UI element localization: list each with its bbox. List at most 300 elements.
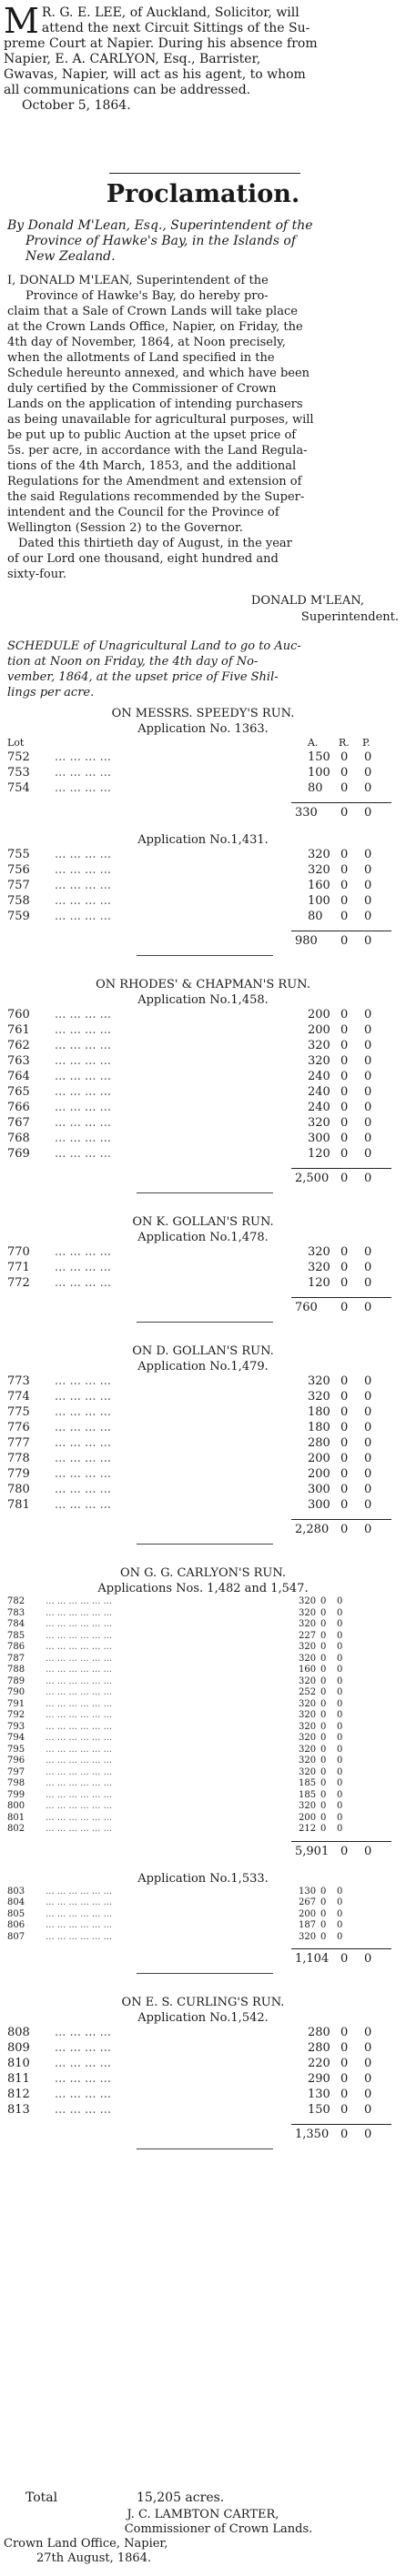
lot-row — [0, 1276, 406, 1292]
lot-roods: 0 — [340, 863, 349, 877]
notice-line: Napier, E. A. CARLYON, Esq., Barrister, — [4, 52, 261, 66]
lot-number: 770 — [7, 1245, 30, 1259]
intro-line: Province of Hawke's Bay, in the Islands of — [25, 234, 297, 248]
lot-roods: 0 — [340, 1101, 349, 1114]
lot-roods: 0 — [320, 1801, 327, 1811]
leader-dots: ... ... ... ... — [55, 1452, 111, 1465]
signature-title: Superintendent. — [300, 610, 399, 624]
lot-acres: 200 — [308, 1452, 330, 1465]
lot-acres: 300 — [308, 1498, 330, 1512]
subtotal-perches: 0 — [364, 934, 372, 948]
lot-number: 808 — [7, 2026, 30, 2039]
leader-dots: ... ... ... ... ... ... — [46, 1778, 113, 1788]
lot-number: 788 — [7, 1665, 25, 1675]
body-line: tions of the 4th March, 1853, and the additional — [7, 459, 297, 473]
subtotal-perches: 0 — [364, 1172, 372, 1185]
lot-acres: 320 — [299, 1721, 317, 1732]
leader-dots: ... ... ... ... — [55, 1039, 111, 1052]
application-label: Application No. 1363. — [137, 722, 269, 736]
section-separator — [137, 1322, 273, 1323]
leader-dots: ... ... ... ... — [55, 2026, 111, 2039]
run-heading: ON D. GOLLAN'S RUN. — [132, 1344, 274, 1358]
signatory-title: Commissioner of Crown Lands. — [124, 2522, 313, 2536]
subtotal-row — [0, 1172, 406, 1187]
lot-number: 754 — [7, 781, 30, 795]
lot-roods: 0 — [340, 2103, 349, 2117]
lot-row — [0, 1039, 406, 1054]
lot-number: 798 — [7, 1778, 25, 1788]
subtotal-roods: 0 — [340, 1844, 349, 1858]
lot-roods: 0 — [340, 1405, 349, 1419]
lot-perches: 0 — [364, 2041, 372, 2055]
lot-perches: 0 — [364, 1261, 372, 1274]
lot-acres: 185 — [299, 1789, 317, 1800]
lot-number: 755 — [7, 848, 30, 861]
lot-roods: 0 — [320, 1630, 327, 1641]
leader-dots: ... ... ... ... ... ... — [46, 1886, 113, 1897]
lot-roods: 0 — [320, 1596, 327, 1606]
lot-number: 791 — [7, 1698, 25, 1709]
lot-perches: 0 — [364, 1467, 372, 1481]
lot-number: 780 — [7, 1483, 30, 1496]
lot-perches: 0 — [364, 2088, 372, 2101]
subtotal-acres: 5,901 — [295, 1844, 330, 1858]
leader-dots: ... ... ... ... — [55, 1070, 111, 1083]
lot-acres: 200 — [308, 1467, 330, 1481]
lot-roods: 0 — [340, 848, 349, 861]
lot-roods: 0 — [320, 1721, 327, 1732]
lot-acres: 290 — [308, 2072, 330, 2086]
lot-perches: 0 — [364, 1405, 372, 1419]
leader-dots: ... ... ... ... — [55, 863, 111, 877]
lot-roods: 0 — [340, 1374, 349, 1388]
lot-number: 811 — [7, 2072, 30, 2086]
lot-row — [0, 2026, 406, 2041]
subtotal-acres: 1,350 — [295, 2128, 330, 2141]
lot-number: 809 — [7, 2041, 30, 2055]
leader-dots: ... ... ... ... — [55, 1390, 111, 1404]
lot-row — [0, 1498, 406, 1514]
lot-number: 756 — [7, 863, 30, 877]
lot-perches: 0 — [337, 1744, 343, 1755]
lot-row — [0, 848, 406, 863]
lot-perches: 0 — [337, 1897, 343, 1907]
lot-row — [0, 1101, 406, 1116]
subtotal-row — [0, 2128, 406, 2143]
lot-roods: 0 — [320, 1675, 327, 1686]
subtotal-perches: 0 — [364, 1952, 372, 1966]
lot-acres: 320 — [299, 1607, 317, 1618]
lot-perches: 0 — [337, 1931, 343, 1942]
lot-roods: 0 — [340, 2057, 349, 2070]
leader-dots: ... ... ... ... — [55, 879, 111, 892]
lot-acres: 320 — [299, 1756, 317, 1766]
lot-acres: 187 — [299, 1920, 317, 1930]
lot-number: 757 — [7, 879, 30, 892]
lot-perches: 0 — [337, 1920, 343, 1930]
leader-dots: ... ... ... ... — [55, 1023, 111, 1037]
schedule-heading — [7, 639, 301, 700]
lot-acres: 150 — [308, 750, 330, 764]
body-line: at the Crown Lands Office, Napier, on Friday, the — [7, 320, 303, 334]
notice-date: October 5, 1864. — [22, 98, 131, 113]
run-heading: ON G. G. CARLYON'S RUN. — [119, 1566, 287, 1580]
sum-rule — [291, 1841, 391, 1842]
lot-acres: 267 — [299, 1897, 317, 1907]
lot-row — [0, 1421, 406, 1436]
lot-roods: 0 — [340, 879, 349, 892]
leader-dots: ... ... ... ... ... ... — [46, 1812, 113, 1823]
lot-perches: 0 — [337, 1710, 343, 1720]
lot-perches: 0 — [337, 1778, 343, 1788]
lot-roods: 0 — [320, 1607, 327, 1618]
lot-roods: 0 — [340, 1483, 349, 1496]
lot-acres: 227 — [299, 1630, 317, 1641]
leader-dots: ... ... ... ... ... ... — [46, 1931, 113, 1942]
lot-perches: 0 — [364, 2103, 372, 2117]
lot-perches: 0 — [337, 1756, 343, 1766]
sum-rule — [291, 1948, 391, 1949]
perches-column-header: P. — [362, 737, 370, 749]
lot-roods: 0 — [340, 1116, 349, 1130]
lot-perches: 0 — [364, 879, 372, 892]
lot-number: 781 — [7, 1498, 30, 1512]
lot-acres: 200 — [308, 1008, 330, 1021]
notice-line: preme Court at Napier. During his absence from — [4, 36, 318, 51]
section-separator — [137, 955, 273, 956]
leader-dots: ... ... ... ... ... ... — [46, 1630, 113, 1641]
lot-perches: 0 — [337, 1619, 343, 1629]
lot-roods: 0 — [320, 1687, 327, 1697]
proclamation-title: Proclamation. — [106, 180, 300, 208]
dated-line: of our Lord one thousand, eight hundred and — [7, 552, 279, 566]
subtotal-row — [0, 1523, 406, 1538]
lot-roods: 0 — [340, 1245, 349, 1259]
lot-perches: 0 — [337, 1812, 343, 1823]
lot-perches: 0 — [337, 1824, 343, 1834]
subtotal-acres: 2,280 — [295, 1523, 330, 1536]
lot-row — [0, 1261, 406, 1276]
divider-rule — [109, 173, 300, 174]
roods-column-header: R. — [339, 737, 350, 749]
subtotal-perches: 0 — [364, 806, 372, 820]
lot-roods: 0 — [320, 1710, 327, 1720]
lot-number: 768 — [7, 1132, 30, 1145]
lot-perches: 0 — [337, 1675, 343, 1686]
subtotal-perches: 0 — [364, 1301, 372, 1314]
lot-perches: 0 — [337, 1908, 343, 1919]
leader-dots: ... ... ... ... — [55, 1405, 111, 1419]
lot-perches: 0 — [364, 848, 372, 861]
lot-perches: 0 — [364, 1023, 372, 1037]
lot-number: 752 — [7, 750, 30, 764]
leader-dots: ... ... ... ... — [55, 2072, 111, 2086]
lot-perches: 0 — [337, 1789, 343, 1800]
notice-dropcap: M — [4, 1, 39, 41]
lot-roods: 0 — [320, 1897, 327, 1907]
leader-dots: ... ... ... ... — [55, 910, 111, 923]
lot-perches: 0 — [364, 2026, 372, 2039]
lot-perches: 0 — [337, 1596, 343, 1606]
run-heading: ON RHODES' & CHAPMAN'S RUN. — [96, 978, 310, 991]
lot-acres: 212 — [299, 1824, 317, 1834]
lot-number: 761 — [7, 1023, 30, 1037]
subtotal-perches: 0 — [364, 1523, 372, 1536]
subtotal-roods: 0 — [340, 1523, 349, 1536]
lot-acres: 280 — [308, 1436, 330, 1450]
subtotal-acres: 2,500 — [295, 1172, 330, 1185]
lot-acres: 180 — [308, 1405, 330, 1419]
leader-dots: ... ... ... ... ... ... — [46, 1596, 113, 1606]
body-line: when the allotments of Land specified in the — [7, 351, 275, 365]
application-label: Application No.1,533. — [137, 1871, 269, 1886]
body-line: Province of Hawke's Bay, do hereby pro- — [25, 289, 269, 303]
lot-acres: 80 — [308, 781, 323, 795]
leader-dots: ... ... ... ... — [55, 1421, 111, 1434]
leader-dots: ... ... ... ... — [55, 894, 111, 908]
lot-perches: 0 — [364, 766, 372, 780]
lot-roods: 0 — [340, 2026, 349, 2039]
subtotal-roods: 0 — [340, 806, 349, 820]
lot-acres: 320 — [299, 1642, 317, 1652]
lot-roods: 0 — [340, 1276, 349, 1290]
lot-row — [0, 1132, 406, 1147]
lot-acres: 200 — [299, 1812, 317, 1823]
schedule-heading-line: tion at Noon on Friday, the 4th day of No- — [7, 655, 259, 669]
lot-row — [0, 2057, 406, 2072]
lot-acres: 220 — [308, 2057, 330, 2070]
leader-dots: ... ... ... ... — [55, 1498, 111, 1512]
leader-dots: ... ... ... ... — [55, 2041, 111, 2055]
notice-line: all communications can be addressed. — [4, 83, 251, 97]
leader-dots: ... ... ... ... — [55, 848, 111, 861]
lot-number: 759 — [7, 910, 30, 923]
lot-perches: 0 — [364, 2072, 372, 2086]
section-separator — [137, 1544, 273, 1545]
lot-acres: 320 — [299, 1675, 317, 1686]
lot-roods: 0 — [340, 910, 349, 923]
subtotal-roods: 0 — [340, 1301, 349, 1314]
lot-perches: 0 — [364, 1276, 372, 1290]
intro-line: By Donald M'Lean, Esq., Superintendent of the — [7, 218, 313, 233]
lot-roods: 0 — [320, 1812, 327, 1823]
lot-row — [0, 2088, 406, 2103]
lot-perches: 0 — [364, 1436, 372, 1450]
subtotal-roods: 0 — [340, 1172, 349, 1185]
dated-line: Dated this thirtieth day of August, in the year — [18, 537, 292, 550]
leader-dots: ... ... ... ... ... ... — [46, 1721, 113, 1732]
lot-roods: 0 — [340, 1023, 349, 1037]
lot-perches: 0 — [337, 1687, 343, 1697]
application-label: Application No.1,542. — [137, 2011, 269, 2025]
lot-perches: 0 — [364, 1132, 372, 1145]
lot-number: 805 — [7, 1908, 25, 1919]
lot-acres: 320 — [308, 848, 330, 861]
lot-acres: 150 — [308, 2103, 330, 2117]
lot-number: 783 — [7, 1607, 25, 1618]
subtotal-acres: 1,104 — [295, 1952, 330, 1966]
dated-line: sixty-four. — [7, 568, 67, 581]
lot-acres: 320 — [308, 1261, 330, 1274]
lot-perches: 0 — [364, 781, 372, 795]
lot-perches: 0 — [337, 1642, 343, 1652]
leader-dots: ... ... ... ... ... ... — [46, 1733, 113, 1743]
lot-perches: 0 — [337, 1653, 343, 1664]
lot-number: 777 — [7, 1436, 30, 1450]
lot-roods: 0 — [340, 1498, 349, 1512]
leader-dots: ... ... ... ... ... ... — [46, 1789, 113, 1800]
lot-number: 806 — [7, 1920, 25, 1930]
lot-row — [0, 766, 406, 781]
leader-dots: ... ... ... ... ... ... — [46, 1710, 113, 1720]
lot-acres: 200 — [308, 1023, 330, 1037]
lot-number: 771 — [7, 1261, 30, 1274]
lot-acres: 320 — [299, 1766, 317, 1777]
lot-acres: 280 — [308, 2041, 330, 2055]
leader-dots: ... ... ... ... — [55, 1261, 111, 1274]
lot-acres: 300 — [308, 1132, 330, 1145]
lot-perches: 0 — [364, 1054, 372, 1068]
sum-rule — [291, 1168, 391, 1169]
lot-roods: 0 — [340, 2088, 349, 2101]
lot-number: 813 — [7, 2103, 30, 2117]
lot-number: 769 — [7, 1147, 30, 1161]
lot-roods: 0 — [340, 1261, 349, 1274]
lot-number: 763 — [7, 1054, 30, 1068]
lot-row — [0, 1245, 406, 1261]
lot-number: 776 — [7, 1421, 30, 1434]
lot-row — [0, 910, 406, 925]
leader-dots: ... ... ... ... — [55, 781, 111, 795]
lot-perches: 0 — [364, 894, 372, 908]
schedule-heading-line: vember, 1864, at the upset price of Five Shil- — [7, 670, 279, 684]
lot-acres: 320 — [299, 1698, 317, 1709]
signatory-date: 27th August, 1864. — [36, 2551, 152, 2565]
lot-row — [0, 2041, 406, 2057]
lot-acres: 320 — [308, 863, 330, 877]
subtotal-acres: 330 — [295, 806, 318, 820]
schedule-heading-line: lings per acre. — [7, 686, 95, 699]
lot-perches: 0 — [364, 1039, 372, 1052]
body-line: Schedule hereunto annexed, and which have been — [7, 367, 310, 380]
lot-number: 787 — [7, 1653, 25, 1664]
subtotal-row — [0, 934, 406, 950]
body-line: Wellington (Session 2) to the Governor. — [7, 521, 243, 535]
leader-dots: ... ... ... ... ... ... — [46, 1908, 113, 1919]
leader-dots: ... ... ... ... ... ... — [46, 1675, 113, 1686]
lot-roods: 0 — [320, 1698, 327, 1709]
lot-number: 799 — [7, 1789, 25, 1800]
lot-number: 753 — [7, 766, 30, 780]
lot-roods: 0 — [340, 1147, 349, 1161]
subtotal-row — [0, 1845, 406, 1860]
lot-row — [0, 863, 406, 879]
lee-notice — [4, 1, 401, 114]
lot-number: 775 — [7, 1405, 30, 1419]
lot-perches: 0 — [364, 1483, 372, 1496]
section-separator — [137, 1973, 273, 1974]
lot-number: 784 — [7, 1619, 25, 1629]
leader-dots: ... ... ... ... — [55, 1008, 111, 1021]
lot-roods: 0 — [320, 1766, 327, 1777]
lot-acres: 280 — [308, 2026, 330, 2039]
lot-number: 800 — [7, 1801, 25, 1811]
lot-perches: 0 — [337, 1698, 343, 1709]
subtotal-perches: 0 — [364, 1844, 372, 1858]
lot-roods: 0 — [340, 2072, 349, 2086]
proclamation-intro — [7, 218, 313, 265]
leader-dots: ... ... ... ... ... ... — [46, 1642, 113, 1652]
lot-number: 795 — [7, 1744, 25, 1755]
run-heading: ON K. GOLLAN'S RUN. — [132, 1215, 274, 1229]
lot-acres: 240 — [308, 1085, 330, 1099]
lot-perches: 0 — [364, 1498, 372, 1512]
lot-column-header: Lot — [7, 737, 25, 749]
lot-perches: 0 — [364, 1147, 372, 1161]
lot-acres: 180 — [308, 1421, 330, 1434]
body-line: 5s. per acre, in accordance with the Land Regula- — [7, 444, 308, 458]
lot-number: 774 — [7, 1390, 30, 1404]
lot-roods: 0 — [340, 1054, 349, 1068]
lot-number: 804 — [7, 1897, 25, 1907]
lot-perches: 0 — [364, 910, 372, 923]
lot-acres: 320 — [308, 1116, 330, 1130]
lot-roods: 0 — [320, 1789, 327, 1800]
lot-roods: 0 — [340, 1436, 349, 1450]
lot-row — [0, 1932, 406, 1947]
leader-dots: ... ... ... ... ... ... — [46, 1687, 113, 1697]
acres-column-header: A. — [308, 737, 319, 749]
lot-row — [0, 2103, 406, 2118]
leader-dots: ... ... ... ... — [55, 1467, 111, 1481]
lot-perches: 0 — [364, 1085, 372, 1099]
lot-row — [0, 2072, 406, 2088]
lot-acres: 320 — [308, 1245, 330, 1259]
lot-roods: 0 — [340, 766, 349, 780]
subtotal-roods: 0 — [340, 2128, 349, 2141]
body-line: claim that a Sale of Crown Lands will take place — [7, 305, 298, 318]
leader-dots: ... ... ... ... — [55, 1436, 111, 1450]
lot-acres: 320 — [299, 1596, 317, 1606]
lot-number: 802 — [7, 1824, 25, 1834]
lot-perches: 0 — [337, 1630, 343, 1641]
intro-line: New Zealand. — [25, 249, 116, 264]
lot-number: 807 — [7, 1931, 25, 1942]
lot-roods: 0 — [340, 1421, 349, 1434]
leader-dots: ... ... ... ... — [55, 1276, 111, 1290]
lot-row — [0, 894, 406, 910]
lot-roods: 0 — [320, 1778, 327, 1788]
leader-dots: ... ... ... ... ... ... — [46, 1607, 113, 1618]
lot-roods: 0 — [320, 1920, 327, 1930]
lot-perches: 0 — [337, 1766, 343, 1777]
lot-acres: 252 — [299, 1687, 317, 1697]
run-heading: ON MESSRS. SPEEDY'S RUN. — [111, 707, 295, 720]
lot-perches: 0 — [337, 1801, 343, 1811]
leader-dots: ... ... ... ... — [55, 766, 111, 780]
leader-dots: ... ... ... ... ... ... — [46, 1766, 113, 1777]
leader-dots: ... ... ... ... — [55, 2057, 111, 2070]
lot-number: 762 — [7, 1039, 30, 1052]
leader-dots: ... ... ... ... — [55, 1132, 111, 1145]
lot-number: 764 — [7, 1070, 30, 1083]
lot-acres: 320 — [299, 1619, 317, 1629]
section-separator — [137, 2148, 273, 2149]
section-separator — [137, 1192, 273, 1193]
leader-dots: ... ... ... ... ... ... — [46, 1897, 113, 1907]
lot-roods: 0 — [320, 1733, 327, 1743]
lot-acres: 320 — [299, 1744, 317, 1755]
